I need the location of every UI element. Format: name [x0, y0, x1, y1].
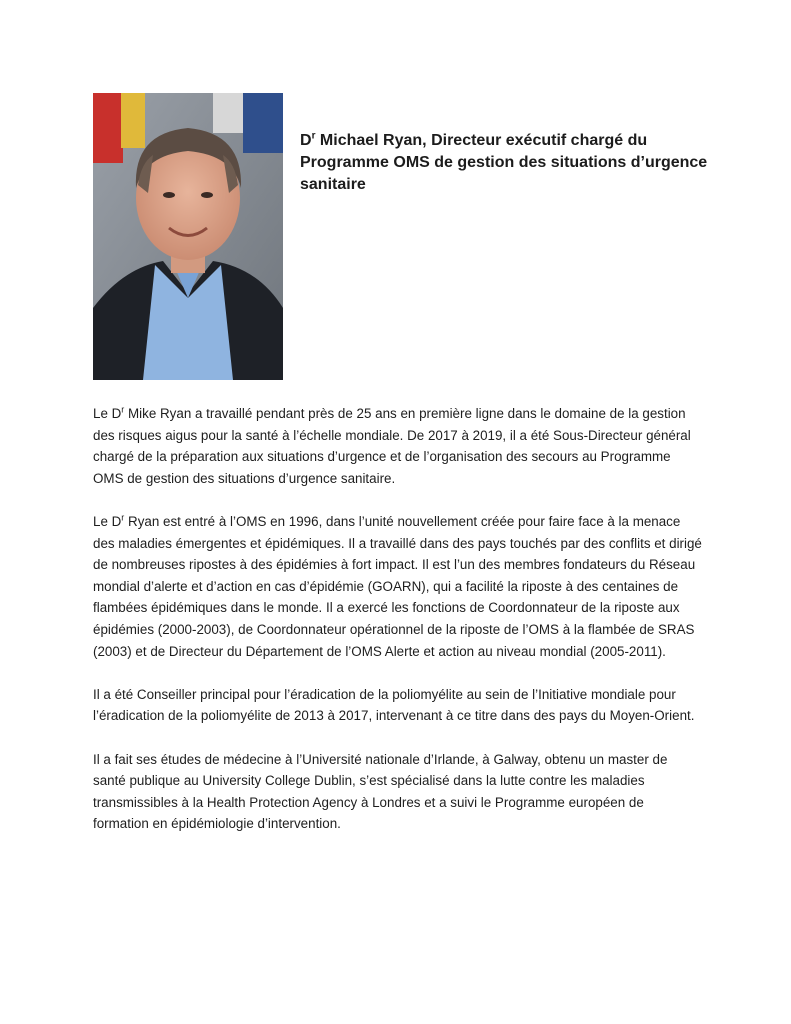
portrait-photo [93, 93, 283, 380]
paragraph-4 [93, 749, 703, 835]
title-prefix-superscript: r [311, 130, 316, 142]
paragraph-text: Il a fait ses études de médecine à l’Université nationale d’Irlande, à Galway, obtenu un master de santé publique au University College Dublin, s’est spécialisé dans la lutte contre les maladies transmissibles à la Health Protection Agency à Londres et a suivi le Programme européen de formation en épidémiologie d’intervention. [93, 751, 668, 832]
paragraph-lead: Le D [93, 513, 122, 529]
paragraph-lead-superscript: r [121, 404, 125, 415]
portrait-illustration [93, 93, 283, 380]
page-title [300, 130, 740, 196]
title-text: Michael Ryan, Directeur exécutif chargé du Programme OMS de gestion des situations d’urgence sanitaire [300, 132, 708, 193]
title-prefix: D [300, 132, 312, 149]
paragraph-3 [93, 684, 703, 727]
paragraph-2 [93, 511, 703, 662]
paragraph-lead-superscript: r [121, 512, 125, 523]
paragraph-text: Ryan est entré à l’OMS en 1996, dans l’unité nouvellement créée pour faire face à la menace des maladies émergentes et épidémiques. Il a travaillé dans des pays touchés par des conflits et dirigé de nombreuses ripostes à des épidémies à fort impact. Il est l’un des membres fondateurs du Réseau mondial d’alerte et d’action en cas d’épidémie (GOARN), qui a facilité la riposte à des centaines de flambées épidémiques dans le monde. Il a exercé les fonctions de Coordonnateur de la riposte aux épidémies (2000-2003), de Coordonnateur opérationnel de la riposte de l’OMS à la flambée de SRAS (2003) et de Directeur du Département de l’OMS Alerte et action au niveau mondial (2005-2011). [93, 513, 702, 659]
paragraph-1 [93, 403, 703, 489]
paragraph-text: Mike Ryan a travaillé pendant près de 25 ans en première ligne dans le domaine de la gestion des risques aigus pour la santé à l’échelle mondiale. De 2017 à 2019, il a été Sous-Directeur général chargé de la préparation aux situations d’urgence et de l’organisation des secours au Programme OMS de gestion des situations d’urgence sanitaire. [93, 406, 691, 486]
biography-body [93, 403, 703, 856]
paragraph-lead: Le D [93, 406, 122, 421]
paragraph-text: Il a été Conseiller principal pour l’éradication de la poliomyélite au sein de l’Initiative mondiale pour l’éradication de la poliomyélite de 2013 à 2017, intervenant à ce titre dans des pays du Moyen-Orient. [93, 686, 695, 724]
